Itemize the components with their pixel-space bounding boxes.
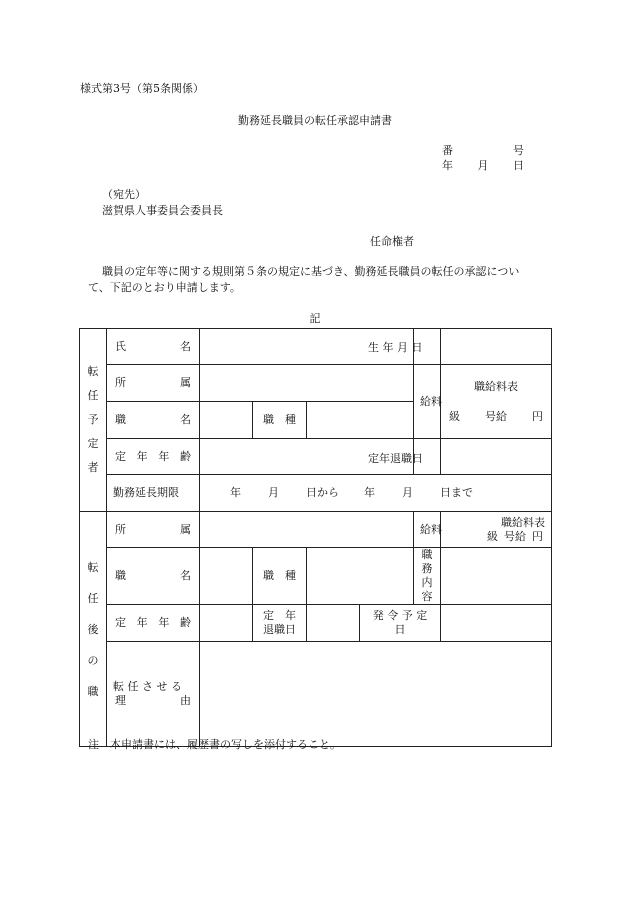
position-field[interactable] bbox=[200, 402, 253, 439]
salary-table-label: 職給料表 bbox=[474, 379, 518, 393]
new-salary-field[interactable] bbox=[441, 512, 552, 548]
salary-field[interactable] bbox=[441, 365, 552, 439]
salary-grade-line: 級 号給 円 bbox=[449, 409, 543, 423]
section-transferee-label: 転 任 予 定 者 bbox=[80, 329, 107, 512]
job-type-label: 職 種 bbox=[253, 402, 307, 439]
retirement-age-label: 定 年 年 齢 bbox=[107, 439, 200, 475]
birthdate-label-text: 生 年 月 日 bbox=[368, 341, 423, 354]
appointing-authority: 任命権者 bbox=[370, 235, 414, 248]
job-type-field[interactable] bbox=[307, 402, 414, 439]
affiliation-label: 所 属 bbox=[107, 365, 200, 402]
body-text-line-2: て、下記のとおり申請します。 bbox=[88, 281, 241, 294]
new-retirement-age-label: 定 年 年 齢 bbox=[107, 605, 200, 642]
new-salary-table-label: 職給料表 bbox=[501, 515, 545, 529]
body-text-line-1: 職員の定年等に関する規則第５条の規定に基づき、勤務延長職員の転任の承認につい bbox=[102, 265, 520, 278]
new-retirement-date-field[interactable] bbox=[307, 605, 360, 642]
birthdate-field[interactable] bbox=[441, 329, 552, 365]
addressee-label: （宛先） bbox=[102, 188, 146, 201]
effective-date-field[interactable] bbox=[441, 605, 552, 642]
affiliation-field[interactable] bbox=[200, 365, 414, 402]
duties-field[interactable] bbox=[441, 548, 552, 605]
new-affiliation-label: 所 属 bbox=[107, 512, 200, 548]
application-form-table bbox=[79, 328, 552, 747]
position-label: 職 名 bbox=[107, 402, 200, 439]
extension-period-label: 勤務延長期限 bbox=[107, 475, 200, 512]
new-retirement-date-label: 定 年 退職日 bbox=[253, 605, 307, 642]
new-position-label: 職 名 bbox=[107, 548, 200, 605]
new-position-field[interactable] bbox=[200, 548, 253, 605]
reason-field[interactable] bbox=[200, 642, 552, 747]
reference-block bbox=[442, 142, 524, 172]
retirement-date-label-text: 定年退職日 bbox=[368, 452, 423, 465]
new-job-type-field[interactable] bbox=[307, 548, 414, 605]
duties-label: 職 務 内 容 bbox=[414, 548, 441, 605]
ki-heading: 記 bbox=[309, 312, 321, 325]
name-label: 氏 名 bbox=[107, 329, 200, 365]
new-salary-label: 給 料 bbox=[414, 512, 441, 548]
footnote: 注 本申請書には、履歴書の写しを添付すること。 bbox=[88, 738, 341, 751]
form-number: 様式第3号（第5条関係） bbox=[80, 82, 204, 95]
reason-label: 転 任 さ せ る 理 由 bbox=[107, 642, 200, 747]
retirement-date-field[interactable] bbox=[441, 439, 552, 475]
new-job-type-label: 職 種 bbox=[253, 548, 307, 605]
extension-period-field[interactable]: 年 月 日から 年 月 日まで bbox=[200, 475, 552, 512]
addressee-name: 滋賀県人事委員会委員長 bbox=[102, 204, 223, 217]
reference-date: 年 月 日 bbox=[442, 159, 524, 172]
effective-date-label: 発 令 予 定 日 bbox=[360, 605, 441, 642]
salary-label: 給 料 bbox=[414, 365, 441, 439]
new-retirement-age-field[interactable] bbox=[200, 605, 253, 642]
new-salary-grade-line: 級 号給 円 bbox=[487, 529, 543, 543]
reference-number: 番 号 bbox=[442, 144, 524, 157]
new-affiliation-field[interactable] bbox=[200, 512, 414, 548]
section-post-transfer-label: 転 任 後 の 職 bbox=[80, 512, 107, 747]
document-title: 勤務延長職員の転任承認申請書 bbox=[238, 114, 392, 127]
